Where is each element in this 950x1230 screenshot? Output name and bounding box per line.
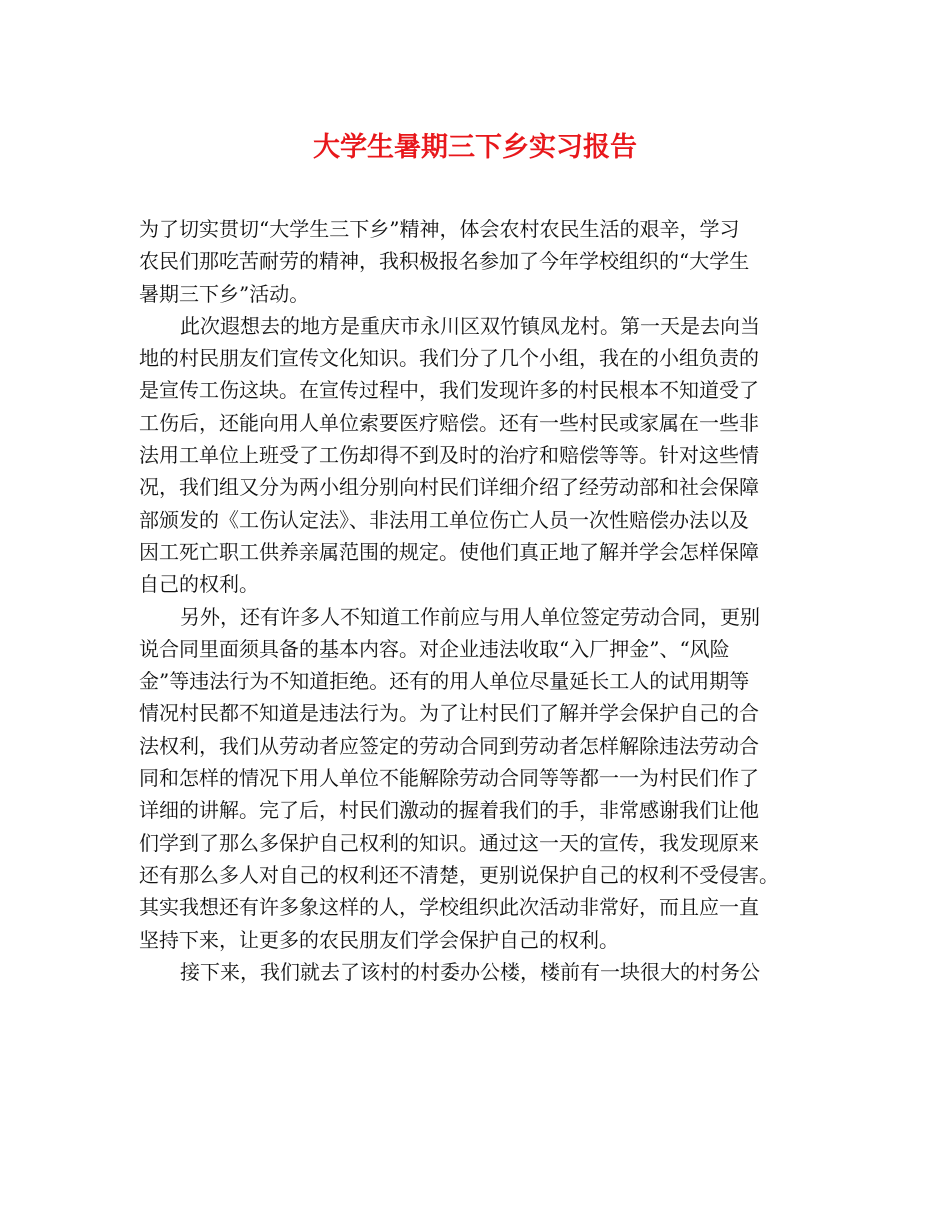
- body-text-line: 还有那么多人对自己的权利还不清楚，更别说保护自己的权利不受侵害。: [139, 862, 779, 887]
- body-text-line: 详细的讲解。完了后，村民们激动的握着我们的手，非常感谢我们让他: [139, 798, 759, 823]
- body-text-line: 因工死亡职工供养亲属范围的规定。使他们真正地了解并学会怎样保障: [139, 539, 759, 564]
- body-text-line: 自己的权利。: [139, 572, 259, 597]
- document-title: 大学生暑期三下乡实习报告: [313, 132, 637, 163]
- body-text-line: 此次遐想去的地方是重庆市永川区双竹镇凤龙村。第一天是去向当: [180, 313, 760, 338]
- body-text-line: 工伤后，还能向用人单位索要医疗赔偿。还有一些村民或家属在一些非: [139, 410, 759, 435]
- body-text-line: 部颁发的《工伤认定法》、非法用工单位伤亡人员一次性赔偿办法以及: [139, 507, 749, 532]
- body-text-line: 地的村民朋友们宣传文化知识。我们分了几个小组，我在的小组负责的: [139, 346, 759, 371]
- body-text-line: 们学到了那么多保护自己权利的知识。通过这一天的宣传，我发现原来: [139, 830, 759, 855]
- body-text-line: 说合同里面须具备的基本内容。对企业违法收取“入厂押金”、“风险: [139, 636, 730, 661]
- body-text-line: 况，我们组又分为两小组分别向村民们详细介绍了经劳动部和社会保障: [139, 475, 759, 500]
- body-text-line: 农民们那吃苦耐劳的精神，我积极报名参加了今年学校组织的“大学生: [139, 249, 750, 274]
- body-text-line: 暑期三下乡”活动。: [139, 281, 310, 306]
- body-text-line: 坚持下来，让更多的农民朋友们学会保护自己的权利。: [139, 927, 619, 952]
- body-text-line: 为了切实贯切“大学生三下乡”精神，体会农村农民生活的艰辛，学习: [139, 217, 740, 241]
- body-text-line: 情况村民都不知道是违法行为。为了让村民们了解并学会保护自己的合: [139, 701, 759, 726]
- body-text-line: 金”等违法行为不知道拒绝。还有的用人单位尽量延长工人的试用期等: [139, 669, 750, 694]
- body-text-line: 法用工单位上班受了工伤却得不到及时的治疗和赔偿等等。针对这些情: [139, 443, 759, 468]
- body-text-line: 接下来，我们就去了该村的村委办公楼，楼前有一块很大的村务公: [180, 959, 760, 984]
- body-text-line: 其实我想还有许多象这样的人，学校组织此次活动非常好，而且应一直: [139, 895, 759, 920]
- body-text-line: 是宣传工伤这块。在宣传过程中，我们发现许多的村民根本不知道受了: [139, 378, 759, 403]
- body-text-line: 同和怎样的情况下用人单位不能解除劳动合同等等都一一为村民们作了: [139, 766, 759, 791]
- body-text-line: 另外，还有许多人不知道工作前应与用人单位签定劳动合同，更别: [180, 604, 760, 629]
- document-body: [139, 213, 829, 988]
- body-text-line: 法权利，我们从劳动者应签定的劳动合同到劳动者怎样解除违法劳动合: [139, 733, 759, 758]
